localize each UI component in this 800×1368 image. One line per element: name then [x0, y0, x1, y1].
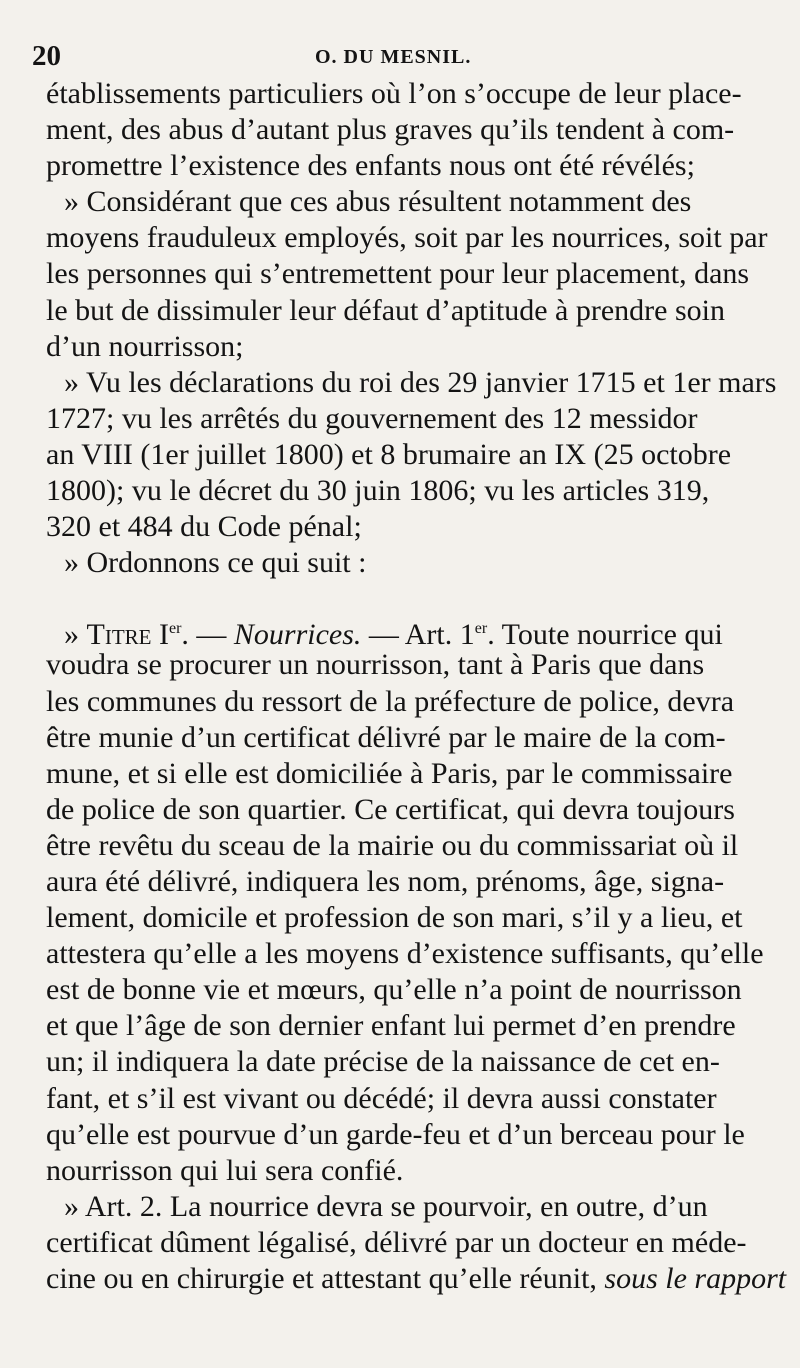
text-line: voudra se procurer un nourrisson, tant à Paris que dans: [46, 648, 705, 682]
titre-dash: . —: [181, 618, 234, 652]
text-line: » Art. 2. La nourrice devra se pourvoir, en outre, d’un: [64, 1189, 708, 1223]
page-body: [46, 76, 787, 1297]
text-line: attestera qu’elle a les moyens d’existence suffisants, qu’elle: [46, 937, 764, 971]
text-line: » Considérant que ces abus résultent notamment des: [64, 185, 692, 219]
titre-sup: er: [168, 620, 182, 638]
running-title: O. DU MESNIL.: [315, 46, 472, 68]
last-line-text: cine ou en chirurgie et attestant qu’elle réunit,: [46, 1262, 597, 1295]
titre-line: » Titre Ier. — Nourrices. — Art. 1er. Toute nourrice qui: [64, 618, 723, 652]
text-line: an VIII (1er juillet 1800) et 8 brumaire an IX (25 octobre: [46, 437, 732, 471]
text-line: lement, domicile et profession de son mari, s’il y a lieu, et: [46, 901, 743, 935]
text-line: les communes du ressort de la préfecture de police, devra: [46, 684, 735, 718]
text-line: certificat dûment légalisé, délivré par un docteur en méde-: [46, 1225, 747, 1259]
last-line-italic: sous le rapport: [604, 1262, 787, 1295]
text-line: fant, et s’il est vivant ou décédé; il devra aussi constater: [46, 1081, 717, 1115]
text-line: ment, des abus d’autant plus graves qu’ils tendent à com-: [46, 113, 735, 147]
text-line: être munie d’un certificat délivré par le maire de la com-: [46, 720, 726, 754]
text-line: établissements particuliers où l’on s’occupe de leur place-: [46, 77, 742, 110]
text-line: les personnes qui s’entremettent pour leur placement, dans: [46, 257, 750, 291]
page-number: 20: [32, 40, 61, 72]
running-head: [30, 40, 770, 76]
titre-nourrices: Nourrices.: [233, 618, 362, 652]
text-line: être revêtu du sceau de la mairie ou du commissariat où il: [46, 828, 739, 862]
titre-rest: — Art. 1: [361, 618, 475, 652]
text-line: un; il indiquera la date précise de la naissance de cet en-: [46, 1045, 720, 1079]
text-line: mune, et si elle est domiciliée à Paris, par le commissaire: [46, 756, 733, 790]
text-line: nourrisson qui lui sera confié.: [46, 1153, 404, 1187]
titre-prefix: »: [64, 618, 87, 652]
last-line: [46, 1261, 787, 1297]
text-line: » Vu les déclarations du roi des 29 janvier 1715 et 1er mars: [64, 365, 777, 399]
text-line: 1727; vu les arrêtés du gouvernement des 12 messidor: [46, 401, 698, 435]
text-line: moyens frauduleux employés, soit par les nourrices, soit par: [46, 221, 768, 255]
text-line: 1800); vu le décret du 30 juin 1806; vu les articles 319,: [46, 474, 710, 508]
titre-tail: . Toute nourrice qui: [487, 618, 723, 652]
text-line: 320 et 484 du Code pénal;: [46, 510, 362, 544]
titre-word: Titre: [86, 618, 152, 652]
text-line: d’un nourrisson;: [46, 329, 244, 363]
text-line: est de bonne vie et mœurs, qu’elle n’a point de nourrisson: [46, 973, 742, 1007]
paragraph-gap: [46, 581, 766, 611]
text-line: » Ordonnons ce qui suit :: [64, 546, 367, 580]
text-line: et que l’âge de son dernier enfant lui permet d’en prendre: [46, 1009, 736, 1043]
art-sup: er: [474, 620, 488, 638]
text-line: de police de son quartier. Ce certificat, qui devra toujours: [46, 792, 735, 826]
text-line: aura été délivré, indiquera les nom, prénoms, âge, signa-: [46, 864, 725, 898]
text-line: le but de dissimuler leur défaut d’aptitude à prendre soin: [46, 293, 725, 327]
text-line: qu’elle est pourvue d’un garde-feu et d’un berceau pour le: [46, 1117, 745, 1151]
text-line: promettre l’existence des enfants nous ont été révélés;: [46, 149, 695, 183]
